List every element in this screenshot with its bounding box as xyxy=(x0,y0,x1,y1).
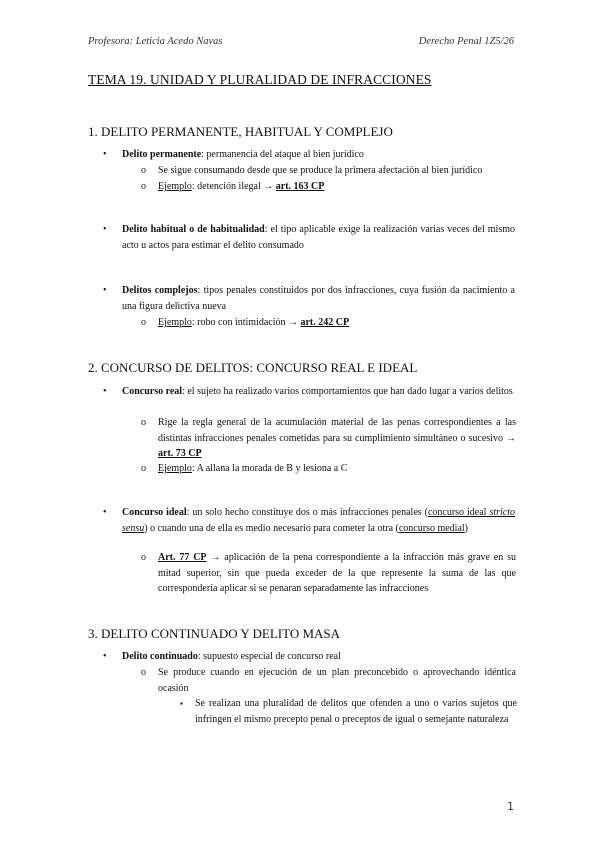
bullet-concurso-ideal: • Concurso ideal: un solo hecho constituye dos o más infracciones penales (concurso ideal stricto sensu) o cuando una de ella es medio necesario para cometer la otra (concurso medial) xyxy=(103,507,515,534)
sub-item: o Art. 77 CP → aplicación de la pena correspondiente a la infracción más grave en su mitad superior, sin que pueda exceder de la que represente la suma de las que correspondería aplicar si se penaran separadamente las infracciones xyxy=(141,552,516,594)
concurso-medial-term: concurso medial xyxy=(398,522,465,534)
header-course: Derecho Penal 1Z5/26 xyxy=(418,36,514,47)
example-text: : robo con intimidación → xyxy=(191,317,301,328)
bullet-delito-habitual: • Delito habitual o de habitualidad: el tipo aplicable exige la realización varias veces del mismo acto u actos para estimar el delito consumado xyxy=(103,224,515,251)
definition: : un solo hecho constituye dos o más infracciones penales ( xyxy=(186,507,428,518)
definition-cont: ) o cuando una de ella es medio necesario para cometer la otra ( xyxy=(144,522,399,534)
definition: : tipos penales constituidos por dos infracciones, cuya fusión da nacimiento a una figura delictiva nueva xyxy=(122,285,515,312)
header-author: Profesora: Leticia Acedo Navas xyxy=(88,36,223,47)
definition: : permanencia del ataque al bien jurídico xyxy=(201,149,364,160)
example-text: : detención ilegal → xyxy=(191,181,276,192)
bullet-delito-continuado: • Delito continuado: supuesto especial de concurso real xyxy=(103,651,341,662)
example-item: o Ejemplo: robo con intimidación → art. 242 CP xyxy=(141,317,350,328)
stricto-sensu: stricto sensu xyxy=(122,507,515,534)
article-ref: Art. 77 CP xyxy=(158,552,207,563)
term: Concurso ideal xyxy=(122,507,187,518)
article-ref: art. 163 CP xyxy=(275,181,325,192)
sub-item: o Se produce cuando en ejecución de un plan preconcebido o aprovechando idéntica ocasión xyxy=(141,667,516,694)
sub-text: Rige la regla general de la acumulación material de las penas correspondientes a las distintas infracciones penales cometidas para su cumplimiento simultáneo o sucesivo → xyxy=(158,417,516,444)
bullet-delitos-complejos: • Delitos complejos: tipos penales constituidos por dos infracciones, cuya fusión da nacimiento a una figura delictiva nueva xyxy=(103,285,515,312)
term: Delito habitual o de habitualidad xyxy=(122,224,265,235)
section-2-heading: 2. CONCURSO DE DELITOS: CONCURSO REAL E IDEAL xyxy=(88,360,418,375)
sub-sub-item: ▪ Se realizan una pluralidad de delitos que ofenden a uno o varios sujetos que infringen el mismo precepto penal o preceptos de igual o semejante naturaleza xyxy=(180,698,517,725)
definition-end: ) xyxy=(464,522,468,534)
sub-text: Se produce cuando en ejecución de un plan preconcebido o aprovechando idéntica ocasión xyxy=(158,667,516,694)
section-1-heading: 1. DELITO PERMANENTE, HABITUAL Y COMPLEJO xyxy=(88,124,393,139)
definition: : el sujeto ha realizado varios comportamientos que han dado lugar a varios delitos xyxy=(182,386,513,397)
example-label: Ejemplo xyxy=(158,463,192,474)
page-number: 1 xyxy=(507,800,514,813)
section-3-heading: 3. DELITO CONTINUADO Y DELITO MASA xyxy=(88,626,341,641)
document-title: TEMA 19. UNIDAD Y PLURALIDAD DE INFRACCIONES xyxy=(88,72,432,87)
term: Concurso real xyxy=(122,386,183,397)
sub-text: → aplicación de la pena correspondiente a la infracción más grave en su mitad superior, sin que pueda exceder de la que represente la suma de las que correspondería aplicar si se penaran separadamente las infracciones xyxy=(158,552,516,594)
example-item: o Ejemplo: A allana la morada de B y lesiona a C xyxy=(141,463,348,474)
example-item: o Ejemplo: detención ilegal → art. 163 CP xyxy=(141,181,325,192)
article-ref: art. 242 CP xyxy=(300,317,350,328)
bullet-delito-permanente: • Delito permanente: permanencia del ataque al bien jurídico xyxy=(103,149,364,160)
term: Delito permanente xyxy=(122,149,202,160)
example-label: Ejemplo xyxy=(158,317,192,328)
sub-sub-text: Se realizan una pluralidad de delitos que ofenden a uno o varios sujetos que infringen el mismo precepto penal o preceptos de igual o semejante naturaleza xyxy=(195,698,517,725)
example-text: : A allana la morada de B y lesiona a C xyxy=(191,463,348,474)
sub-item: o Se sigue consumando desde que se produce la primera afectación al bien jurídico xyxy=(141,165,483,176)
definition: : el tipo aplicable exige la realización varias veces del mismo acto u actos para estimar el delito consumado xyxy=(122,224,515,251)
article-ref: art. 73 CP xyxy=(158,448,202,459)
definition: : supuesto especial de concurso real xyxy=(197,651,341,662)
term: Delitos complejos xyxy=(122,285,198,296)
bullet-concurso-real: • Concurso real: el sujeto ha realizado varios comportamientos que han dado lugar a varios delitos xyxy=(103,386,513,397)
example-label: Ejemplo xyxy=(158,181,192,192)
sub-text: Se sigue consumando desde que se produce la primera afectación al bien jurídico xyxy=(158,165,483,176)
concurso-ideal-term: concurso ideal xyxy=(427,507,490,518)
term: Delito continuado xyxy=(122,651,198,662)
sub-item: o Rige la regla general de la acumulación material de las penas correspondientes a las distintas infracciones penales cometidas para su cumplimiento simultáneo o sucesivo → art. 73 CP xyxy=(141,417,516,459)
